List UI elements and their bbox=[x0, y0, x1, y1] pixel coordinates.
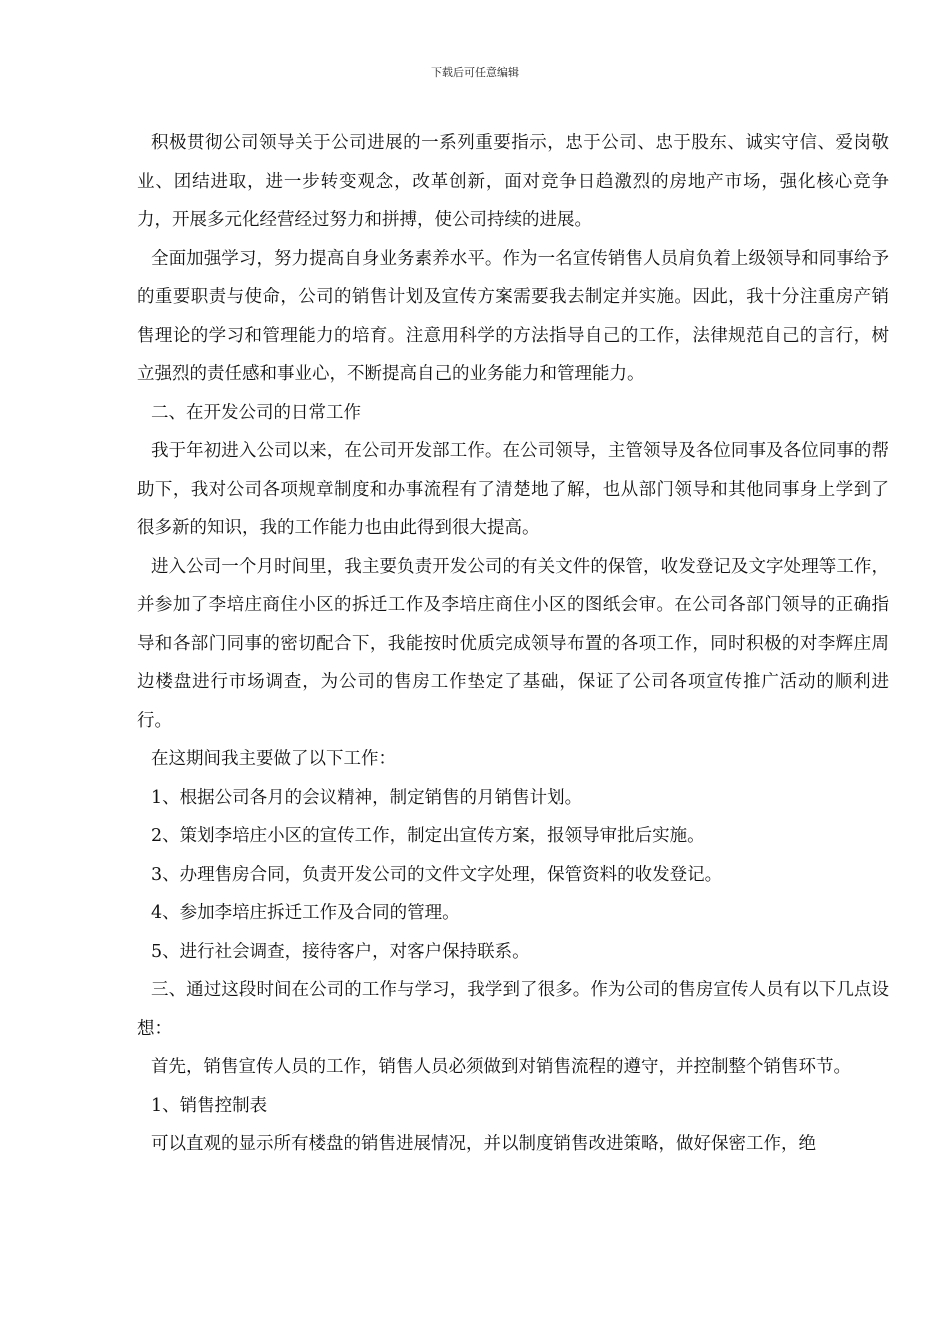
paragraph-7: 可以直观的显示所有楼盘的销售进展情况，并以制度销售改进策略，做好保密工作，绝 bbox=[151, 1134, 816, 1154]
list-item-1: 1、根据公司各月的会议精神，制定销售的月销售计划。 bbox=[151, 787, 583, 808]
list-item-3: 3、办理售房合同，负责开发公司的文件文字处理，保管资料的收发登记。 bbox=[151, 864, 723, 885]
page-header: 下载后可任意编辑 bbox=[431, 66, 519, 79]
document-body bbox=[137, 124, 889, 1164]
list-item-5: 5、进行社会调查，接待客户，对客户保持联系。 bbox=[151, 941, 530, 962]
paragraph-5: 在这期间我主要做了以下工作： bbox=[151, 749, 396, 769]
paragraph-6: 首先，销售宣传人员的工作，销售人员必须做到对销售流程的遵守，并控制整个销售环节。 bbox=[151, 1057, 851, 1077]
paragraph-3: 我于年初进入公司以来，在公司开发部工作。在公司领导，主管领导及各位同事及各位同事的帮助下，我对公司各项规章制度和办事流程有了清楚地了解，也从部门领导和其他同事身上学到了很多新的知识，我的工作能力也由此得到很大提高。 bbox=[137, 441, 889, 538]
paragraph-4: 进入公司一个月时间里，我主要负责开发公司的有关文件的保管，收发登记及文字处理等工作，并参加了李培庄商住小区的拆迁工作及李培庄商住小区的图纸会审。在公司各部门领导的正确指导和各部门同事的密切配合下，我能按时优质完成领导布置的各项工作，同时积极的对李辉庄周边楼盘进行市场调查，为公司的售房工作垫定了基础，保证了公司各项宣传推广活动的顺利进行。 bbox=[137, 556, 889, 731]
list-item-4: 4、参加李培庄拆迁工作及合同的管理。 bbox=[151, 903, 460, 923]
section-heading-2: 二、在开发公司的日常工作 bbox=[151, 402, 361, 423]
list-item-2: 2、策划李培庄小区的宣传工作，制定出宣传方案，报领导审批后实施。 bbox=[151, 826, 705, 846]
paragraph-1: 积极贯彻公司领导关于公司进展的一系列重要指示，忠于公司、忠于股东、诚实守信、爱岗敬业、团结进取，进一步转变观念，改革创新，面对竞争日趋激烈的房地产市场，强化核心竞争力，开展多元化经营经过努力和拼搏，使公司持续的进展。 bbox=[137, 133, 889, 230]
section-heading-3: 三、通过这段时间在公司的工作与学习，我学到了很多。作为公司的售房宣传人员有以下几点设想： bbox=[137, 980, 889, 1039]
subheading-sales-control: 1、销售控制表 bbox=[151, 1095, 268, 1116]
paragraph-2: 全面加强学习，努力提高自身业务素养水平。作为一名宣传销售人员肩负着上级领导和同事给予的重要职责与使命，公司的销售计划及宣传方案需要我去制定并实施。因此，我十分注重房产销售理论的学习和管理能力的培育。注意用科学的方法指导自己的工作，法律规范自己的言行，树立强烈的责任感和事业心，不断提高自己的业务能力和管理能力。 bbox=[137, 248, 889, 384]
